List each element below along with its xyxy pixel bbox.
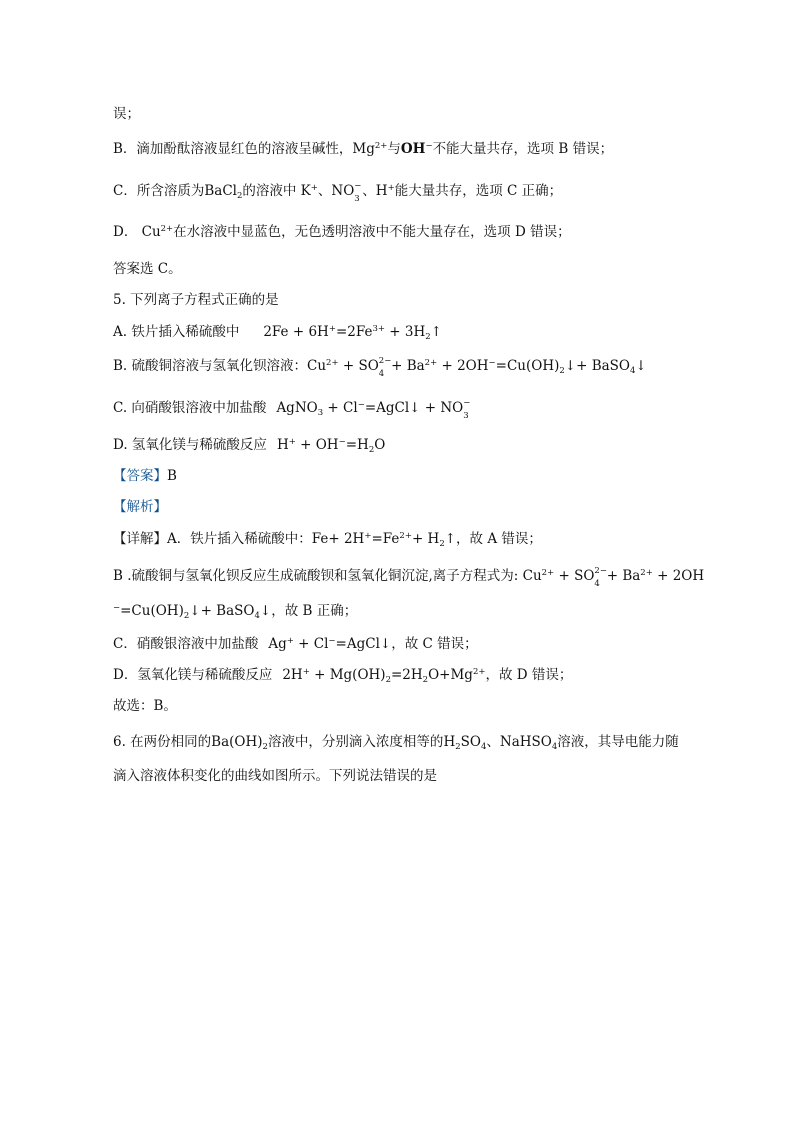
question-5-option-b: B. 硫酸铜溶液与氢氧化钡溶液：$Cu^{2+}$ + SO 2− 4 + $Ba^{2+}$ + $2OH^-=Cu(OH)_2↓+$ BaSO$_4$↓ xyxy=(113,356,647,379)
question-5-option-c: C. 向硝酸银溶液中加盐酸 AgNO$_3$ + Cl−=AgCl↓ + NO − 3 xyxy=(113,398,471,421)
option-d-explanation: D． $Cu^{2+}$在水溶液中显蓝色，无色透明溶液中不能大量存在，选项 D 错误； xyxy=(113,224,571,240)
detail-option-c: C．硝酸银溶液中加盐酸 Ag+ + Cl−=AgCl↓，故 C 错误； xyxy=(113,636,478,652)
analysis-heading: 【解析】 xyxy=(113,499,167,515)
answer-line: 答案选 C。 xyxy=(113,261,182,277)
question-5-option-d: D. 氢氧化镁与稀硫酸反应 $H^+ + OH^-=H_2O$ xyxy=(113,437,386,455)
question-6-stem: 6. 在两份相同的$Ba(OH)_2$溶液中，分别滴入浓度相等的$H_2SO_4$、NaHSO$_4$溶液，其导电能力随 xyxy=(113,734,679,752)
question-5-option-a: A. 铁片插入稀硫酸中 $2Fe + 6H^+=2Fe^{3+}$ + $3H_2↑$ xyxy=(113,324,442,342)
question-5-stem: 5. 下列离子方程式正确的是 xyxy=(113,292,279,308)
detail-option-b-continued: $^-=Cu(OH)_2↓+$ BaSO$_4$↓，故 B 正确； xyxy=(113,603,358,621)
detail-option-b: B .硫酸铜与氢氧化钡反应生成硫酸钡和氢氧化铜沉淀,离子方程式为: $Cu^{2+}$ + SO 2− 4 + $Ba^{2+} + 2OH$ xyxy=(113,566,705,589)
answer-heading: 【答案】B xyxy=(113,468,177,484)
option-c-explanation: C．所含溶质为BaCl$_2$的溶液中 K+、NO − 3 、H+能大量共存，选项 C 正确； xyxy=(113,181,563,204)
conclusion-line: 故选：B。 xyxy=(113,698,177,714)
text-line: 误； xyxy=(113,106,140,122)
detail-option-d: D．氢氧化镁与稀硫酸反应 $2H^+ + Mg(OH)_2=2H_2O+Mg^{2+}$，故 D 错误； xyxy=(113,667,573,685)
question-6-stem-continued: 滴入溶液体积变化的曲线如图所示。下列说法错误的是 xyxy=(113,768,437,784)
option-b-explanation: B．滴加酚酞溶液显红色的溶液呈碱性，$Mg^{2+}$与OH−不能大量共存，选项 B 错误； xyxy=(113,141,614,157)
detail-option-a: 【详解】A．铁片插入稀硫酸中：$Fe+ 2H^+=Fe^{2+}+$ $H_2↑$，故 A 错误； xyxy=(113,531,542,549)
